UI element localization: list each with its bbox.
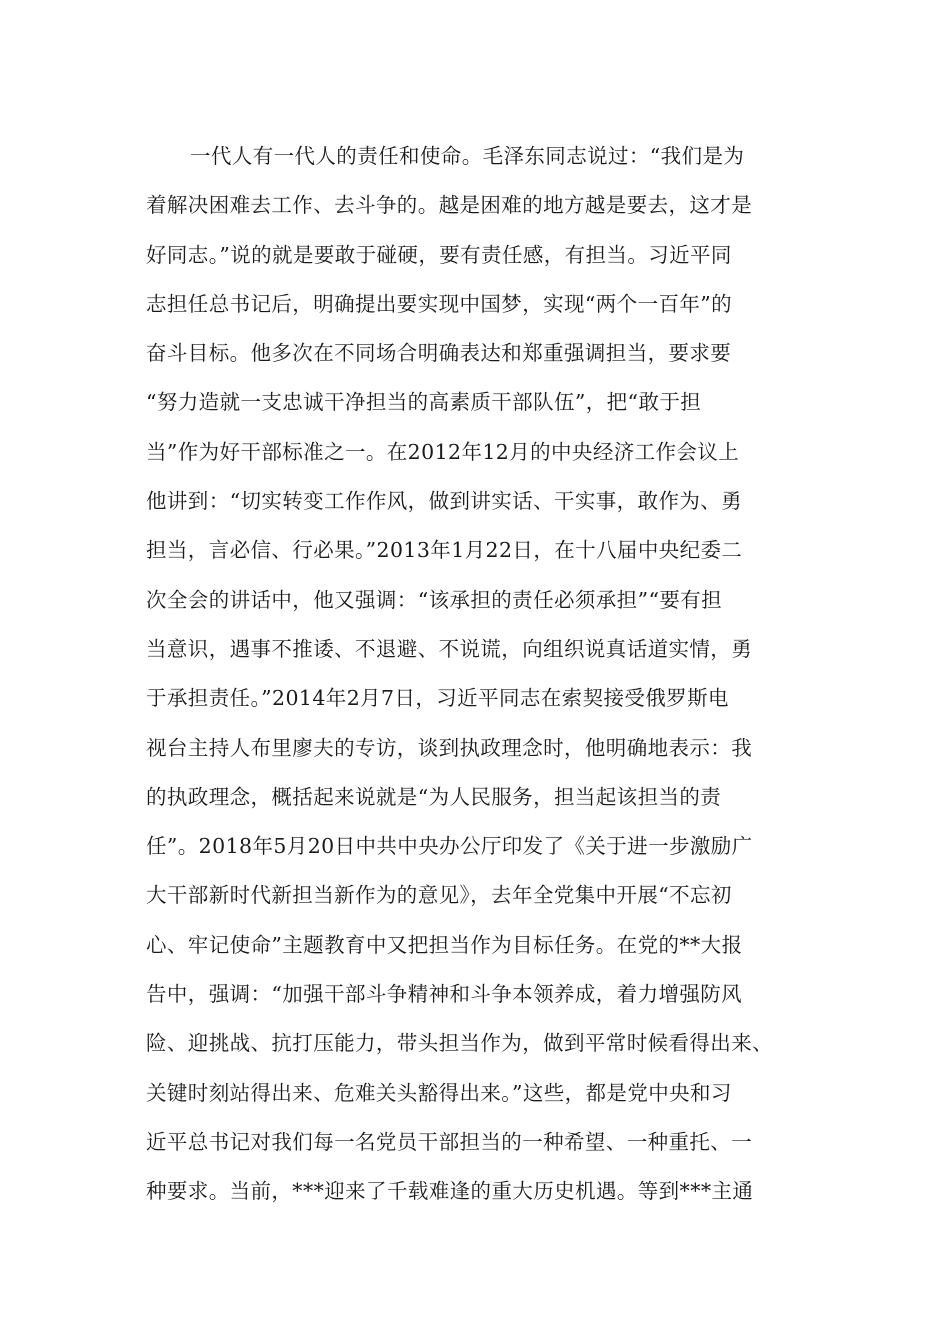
text-line: 担当，言必信、行必果。”2013年1月22日，在十八届中央纪委二 [146, 538, 743, 563]
text-line: 告中，强调：“加强干部斗争精神和斗争本领养成，着力增强防风 [146, 982, 743, 1007]
text-line: 任”。2018年5月20日中共中央办公厅印发了《关于进一步激励广 [146, 834, 753, 859]
text-line: 近平总书记对我们每一名党员干部担当的一种希望、一种重托、一 [146, 1129, 753, 1154]
text-line: 的执政理念，概括起来说就是“为人民服务，担当起该担当的责 [146, 784, 722, 809]
text-line: 视台主持人布里廖夫的专访，谈到执政理念时，他明确地表示：我 [146, 735, 753, 760]
text-line: 大干部新时代新担当新作为的意见》，去年全党集中开展“不忘初 [146, 883, 732, 908]
body-paragraph [146, 132, 806, 1217]
text-line: 他讲到：“切实转变工作作风，做到讲实话、干实事，敢作为、勇 [146, 489, 743, 514]
text-line: 关键时刻站得出来、危难关头豁得出来。”这些，都是党中央和习 [146, 1080, 732, 1105]
text-line: 心、牢记使命”主题教育中又把担当作为目标任务。在党的**大报 [146, 932, 743, 957]
text-line: 当”作为好干部标准之一。在2012年12月的中央经济工作会议上 [146, 439, 740, 464]
text-line: 志担任总书记后，明确提出要实现中国梦，实现“两个一百年”的 [146, 291, 733, 316]
text-line: 当意识，遇事不推诿、不退避、不说谎，向组织说真话道实情，勇 [146, 636, 753, 661]
text-line: 次全会的讲话中，他又强调：“该承担的责任必须承担”“要有担 [146, 587, 723, 612]
text-line: 奋斗目标。他多次在不同场合明确表达和郑重强调担当，要求要 [146, 341, 732, 366]
text-line: 于承担责任。”2014年2月7日，习近平同志在索契接受俄罗斯电 [146, 686, 729, 711]
text-line: 着解决困难去工作、去斗争的。越是困难的地方越是要去，这才是 [146, 193, 753, 218]
text-line: 险、迎挑战、抗打压能力，带头担当作为，做到平常时候看得出来、 [146, 1031, 773, 1056]
text-line: 种要求。当前，***迎来了千载难逢的重大历史机遇。等到***主通 [146, 1179, 754, 1204]
text-line: 一代人有一代人的责任和使命。毛泽东同志说过：“我们是为 [190, 144, 745, 168]
text-line: 好同志。”说的就是要敢于碰硬，要有责任感，有担当。习近平同 [146, 242, 732, 267]
text-line: “努力造就一支忠诚干净担当的高素质干部队伍”，把“敢于担 [146, 390, 702, 415]
